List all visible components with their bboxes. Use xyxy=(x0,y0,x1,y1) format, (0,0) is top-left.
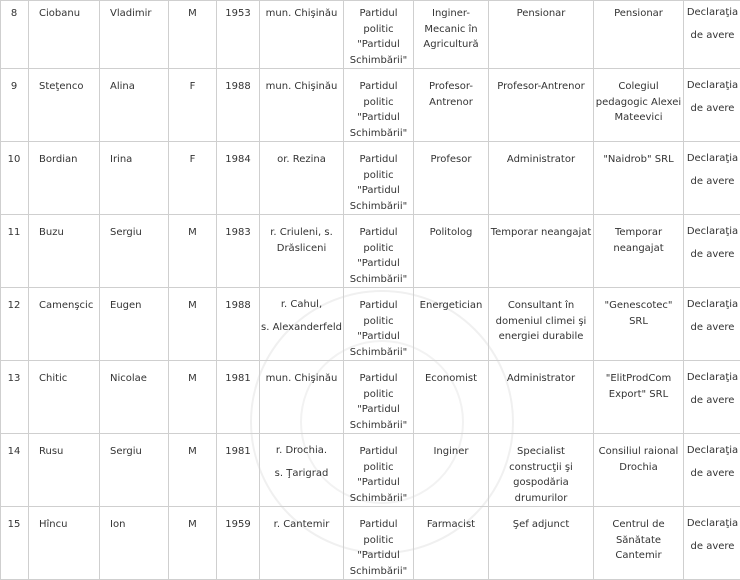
row-number: 9 xyxy=(11,81,17,92)
position-cell xyxy=(489,1,594,69)
table-row xyxy=(1,361,740,434)
workplace-cell xyxy=(594,215,684,288)
last-name: Bordian xyxy=(39,154,78,165)
declaration-link-cell[interactable] xyxy=(684,69,740,142)
row-number: 14 xyxy=(8,446,21,457)
workplace-cell xyxy=(594,1,684,69)
row-number-cell xyxy=(1,1,29,69)
profession-cell xyxy=(414,507,489,580)
birth-year: 1984 xyxy=(225,154,250,165)
last-name: Rusu xyxy=(39,446,63,457)
last-name: Camenşcic xyxy=(39,300,93,311)
sex-cell xyxy=(169,507,217,580)
last-name-cell xyxy=(29,361,100,434)
table-row xyxy=(1,1,740,69)
workplace-cell xyxy=(594,507,684,580)
position: Pensionar xyxy=(517,8,566,19)
workplace: Centrul de Sănătate Cantemir xyxy=(612,519,664,561)
position-cell xyxy=(489,507,594,580)
workplace-cell xyxy=(594,142,684,215)
row-number-cell xyxy=(1,288,29,361)
profession-cell xyxy=(414,69,489,142)
locality-cell xyxy=(260,507,344,580)
profession: Energetician xyxy=(420,300,483,311)
declaration-link-cell[interactable] xyxy=(684,1,740,69)
sex-cell xyxy=(169,215,217,288)
declaration-link-cell[interactable] xyxy=(684,288,740,361)
row-number-cell xyxy=(1,215,29,288)
declaration-link[interactable]: Declaraţia de avere xyxy=(687,226,738,260)
birth-year-cell xyxy=(217,361,260,434)
locality-line: r. Drochia. xyxy=(261,439,342,462)
table-body xyxy=(1,1,740,580)
row-number-cell xyxy=(1,69,29,142)
locality: mun. Chişinău xyxy=(266,8,338,19)
workplace: "Genescotec" SRL xyxy=(605,300,673,327)
declaration-link-cell[interactable] xyxy=(684,507,740,580)
first-name-cell xyxy=(100,1,169,69)
last-name-cell xyxy=(29,507,100,580)
position: Profesor-Antrenor xyxy=(497,81,584,92)
sex: F xyxy=(190,154,196,165)
table-row xyxy=(1,288,740,361)
workplace: Colegiul pedagogic Alexei Mateevici xyxy=(596,81,681,123)
party: Partidul politic "Partidul Schimbării" xyxy=(350,446,407,504)
profession: Inginer xyxy=(433,446,468,457)
last-name-cell xyxy=(29,215,100,288)
first-name: Nicolae xyxy=(110,373,147,384)
position-cell xyxy=(489,142,594,215)
profession: Politolog xyxy=(430,227,473,238)
table-row xyxy=(1,434,740,507)
declaration-link-cell[interactable] xyxy=(684,142,740,215)
row-number-cell xyxy=(1,361,29,434)
declaration-link-cell[interactable] xyxy=(684,215,740,288)
sex: M xyxy=(188,8,197,19)
sex: M xyxy=(188,446,197,457)
party: Partidul politic "Partidul Schimbării" xyxy=(350,519,407,577)
position-cell xyxy=(489,361,594,434)
position-cell xyxy=(489,69,594,142)
declaration-link-cell[interactable] xyxy=(684,361,740,434)
declaration-link[interactable]: Declaraţia de avere xyxy=(687,445,738,479)
workplace-cell xyxy=(594,361,684,434)
last-name: Chitic xyxy=(39,373,67,384)
party-cell xyxy=(344,69,414,142)
locality-cell xyxy=(260,434,344,507)
workplace: "ElitProdCom Export" SRL xyxy=(606,373,671,400)
row-number: 13 xyxy=(8,373,21,384)
profession: Inginer-Mecanic în Agricultură xyxy=(423,8,478,50)
locality: r. Cantemir xyxy=(274,519,330,530)
last-name-cell xyxy=(29,69,100,142)
birth-year: 1988 xyxy=(225,300,250,311)
row-number-cell xyxy=(1,434,29,507)
table-row xyxy=(1,215,740,288)
party: Partidul politic "Partidul Schimbării" xyxy=(350,81,407,139)
declaration-link-cell[interactable] xyxy=(684,434,740,507)
birth-year-cell xyxy=(217,288,260,361)
locality: or. Rezina xyxy=(277,154,326,165)
table-row xyxy=(1,507,740,580)
party-cell xyxy=(344,215,414,288)
row-number-cell xyxy=(1,507,29,580)
profession-cell xyxy=(414,288,489,361)
party-cell xyxy=(344,434,414,507)
position: Consultant în domeniul climei şi energiei durabile xyxy=(496,300,587,342)
sex-cell xyxy=(169,434,217,507)
birth-year-cell xyxy=(217,507,260,580)
position-cell xyxy=(489,215,594,288)
profession: Profesor-Antrenor xyxy=(429,81,473,108)
party-cell xyxy=(344,1,414,69)
first-name-cell xyxy=(100,507,169,580)
declaration-link[interactable]: Declaraţia de avere xyxy=(687,7,738,41)
profession: Profesor xyxy=(431,154,472,165)
locality-cell xyxy=(260,215,344,288)
position: Specialist construcţii şi gospodăria drumurilor xyxy=(509,446,573,504)
party-cell xyxy=(344,288,414,361)
row-number: 15 xyxy=(8,519,21,530)
first-name-cell xyxy=(100,434,169,507)
workplace: Consiliul raional Drochia xyxy=(599,446,679,473)
first-name-cell xyxy=(100,288,169,361)
locality-cell xyxy=(260,361,344,434)
birth-year: 1981 xyxy=(225,446,250,457)
birth-year-cell xyxy=(217,215,260,288)
party: Partidul politic "Partidul Schimbării" xyxy=(350,227,407,285)
last-name: Buzu xyxy=(39,227,64,238)
sex-cell xyxy=(169,1,217,69)
profession-cell xyxy=(414,434,489,507)
sex: M xyxy=(188,300,197,311)
workplace-cell xyxy=(594,434,684,507)
birth-year: 1953 xyxy=(225,8,250,19)
first-name-cell xyxy=(100,215,169,288)
first-name: Ion xyxy=(110,519,125,530)
birth-year: 1959 xyxy=(225,519,250,530)
birth-year-cell xyxy=(217,1,260,69)
first-name-cell xyxy=(100,142,169,215)
position-cell xyxy=(489,288,594,361)
birth-year: 1983 xyxy=(225,227,250,238)
workplace: "Naidrob" SRL xyxy=(603,154,673,165)
locality: mun. Chişinău xyxy=(266,81,338,92)
party: Partidul politic "Partidul Schimbării" xyxy=(350,8,407,66)
position: Temporar neangajat xyxy=(491,227,592,238)
declaration-link[interactable]: Declaraţia de avere xyxy=(687,372,738,406)
table-row xyxy=(1,142,740,215)
first-name: Eugen xyxy=(110,300,142,311)
locality-line-2: s. Alexanderfeld xyxy=(261,316,342,339)
party: Partidul politic "Partidul Schimbării" xyxy=(350,300,407,358)
profession-cell xyxy=(414,142,489,215)
first-name: Irina xyxy=(110,154,132,165)
workplace: Temporar neangajat xyxy=(613,227,663,254)
first-name: Sergiu xyxy=(110,446,142,457)
position: Şef adjunct xyxy=(513,519,570,530)
sex-cell xyxy=(169,142,217,215)
workplace: Pensionar xyxy=(614,8,663,19)
row-number: 10 xyxy=(8,154,21,165)
party-cell xyxy=(344,361,414,434)
party: Partidul politic "Partidul Schimbării" xyxy=(350,154,407,212)
sex: M xyxy=(188,519,197,530)
last-name: Hîncu xyxy=(39,519,67,530)
sex-cell xyxy=(169,69,217,142)
position: Administrator xyxy=(507,154,575,165)
party-cell xyxy=(344,507,414,580)
profession-cell xyxy=(414,1,489,69)
profession: Farmacist xyxy=(427,519,475,530)
locality-line-2: s. Ţarigrad xyxy=(261,462,342,485)
row-number-cell xyxy=(1,142,29,215)
declaration-link[interactable]: Declaraţia de avere xyxy=(687,153,738,187)
last-name-cell xyxy=(29,288,100,361)
position: Administrator xyxy=(507,373,575,384)
first-name: Vladimir xyxy=(110,8,152,19)
locality-cell xyxy=(260,288,344,361)
party-cell xyxy=(344,142,414,215)
last-name: Ciobanu xyxy=(39,8,80,19)
declaration-link[interactable]: Declaraţia de avere xyxy=(687,518,738,552)
sex: M xyxy=(188,227,197,238)
locality-cell xyxy=(260,69,344,142)
first-name: Sergiu xyxy=(110,227,142,238)
workplace-cell xyxy=(594,288,684,361)
sex-cell xyxy=(169,288,217,361)
birth-year: 1988 xyxy=(225,81,250,92)
party: Partidul politic "Partidul Schimbării" xyxy=(350,373,407,431)
profession: Economist xyxy=(425,373,477,384)
declaration-link[interactable]: Declaraţia de avere xyxy=(687,80,738,114)
first-name-cell xyxy=(100,361,169,434)
locality-cell xyxy=(260,1,344,69)
locality-line: r. Cahul, xyxy=(261,293,342,316)
birth-year-cell xyxy=(217,69,260,142)
row-number: 11 xyxy=(8,227,21,238)
last-name-cell xyxy=(29,434,100,507)
sex: F xyxy=(190,81,196,92)
row-number: 8 xyxy=(11,8,17,19)
table-row xyxy=(1,69,740,142)
sex-cell xyxy=(169,361,217,434)
declaration-link[interactable]: Declaraţia de avere xyxy=(687,299,738,333)
birth-year: 1981 xyxy=(225,373,250,384)
locality: r. Criuleni, s. Drăsliceni xyxy=(270,227,333,254)
birth-year-cell xyxy=(217,434,260,507)
profession-cell xyxy=(414,215,489,288)
row-number: 12 xyxy=(8,300,21,311)
position-cell xyxy=(489,434,594,507)
first-name-cell xyxy=(100,69,169,142)
workplace-cell xyxy=(594,69,684,142)
last-name: Steţenco xyxy=(39,81,83,92)
profession-cell xyxy=(414,361,489,434)
locality-cell xyxy=(260,142,344,215)
first-name: Alina xyxy=(110,81,135,92)
last-name-cell xyxy=(29,1,100,69)
birth-year-cell xyxy=(217,142,260,215)
sex: M xyxy=(188,373,197,384)
locality: mun. Chişinău xyxy=(266,373,338,384)
last-name-cell xyxy=(29,142,100,215)
